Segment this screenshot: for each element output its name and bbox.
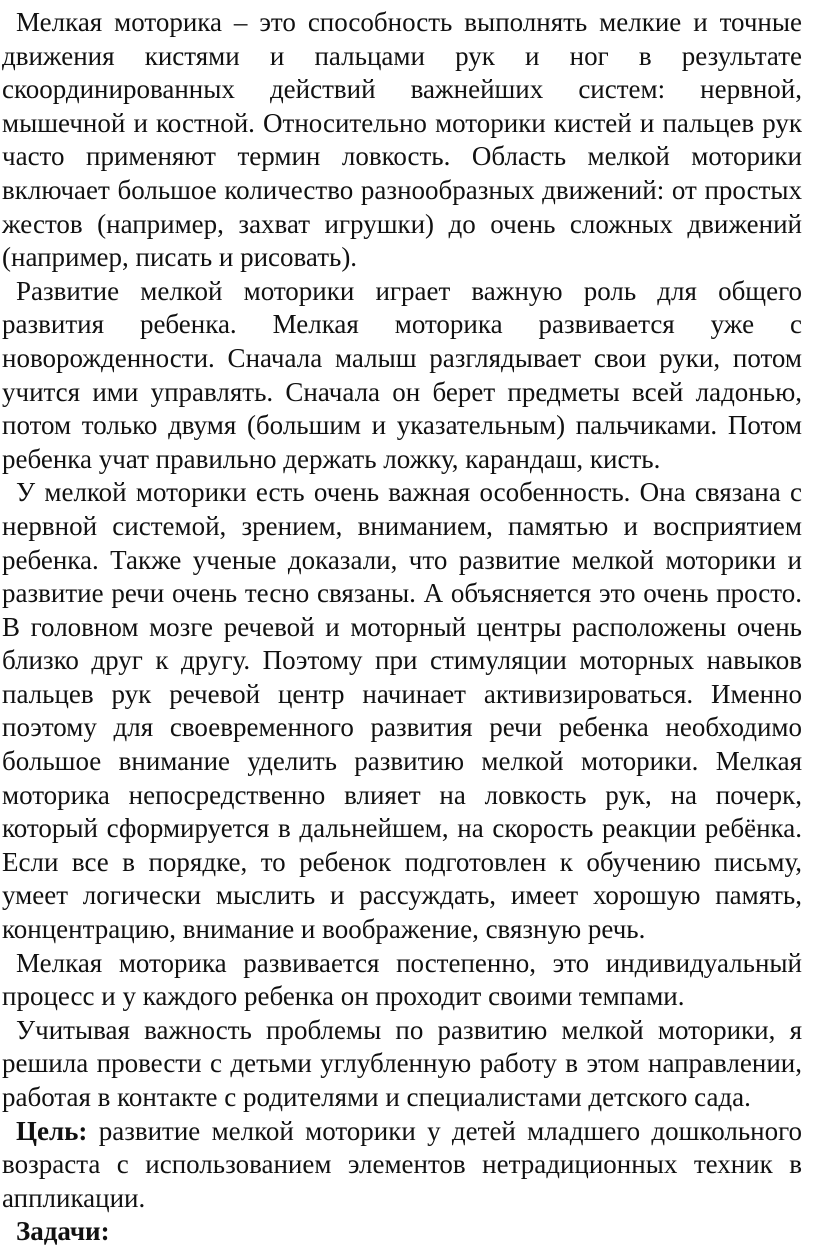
paragraph-motor-development: Развитие мелкой моторики играет важную роль для общего развития ребенка. Мелкая моторика развивается уже с новорожденности. Сначала малыш разглядывает свои руки, потом учится ими управлять. Сначала он берет предметы всей ладонью, потом только двумя (большим и указательным) пальчиками. Потом ребенка учат правильно держать ложку, карандаш, кисть. [2, 275, 802, 474]
tasks-heading: Задачи: [16, 1216, 110, 1247]
paragraph-fine-motor-definition: Мелкая моторика – это способность выполнять мелкие и точные движения кистями и пальцами рук и ног в результате скоординированных действий важнейших систем: нервной, мышечной и костной. Относительно моторики кистей и пальцев рук часто применяют термин ловкость. Область мелкой моторики включает большое количество разнообразных движений: от простых жестов (например, захват игрушки) до очень сложных движений (например, писать и рисовать). [2, 7, 802, 273]
paragraph-gradual-development: Мелкая моторика развивается постепенно, это индивидуальный процесс и у каждого ребенка он проходит своими темпами. [2, 947, 802, 1012]
goal-label: Цель: [16, 1115, 88, 1146]
paragraph-goal [2, 1115, 802, 1216]
paragraph-motor-speech-link: У мелкой моторики есть очень важная особенность. Она связана с нервной системой, зрением, вниманием, памятью и восприятием ребенка. Также ученые доказали, что развитие мелкой моторики и развитие речи очень тесно связаны. А объясняется это очень просто. В головном мозге речевой и моторный центры расположены очень близко друг к другу. Поэтому при стимуляции моторных навыков пальцев рук речевой центр начинает активизироваться. Именно поэтому для своевременного развития речи ребенка необходимо большое внимание уделить развитию мелкой моторики. Мелкая моторика непосредственно влияет на ловкость рук, на почерк, который сформируется в дальнейшем, на скорость реакции ребёнка. Если все в порядке, то ребенок подготовлен к обучению письму, умеет логически мыслить и рассуждать, имеет хорошую память, концентрацию, внимание и воображение, связную речь. [2, 477, 802, 945]
goal-text: развитие мелкой моторики у детей младшего дошкольного возраста с использованием элементов нетрадиционных техник в аппликации. [2, 1115, 802, 1213]
paragraph-author-decision: Учитывая важность проблемы по развитию мелкой моторики, я решила провести с детьми углубленную работу в этом направлении, работая в контакте с родителями и специалистами детского сада. [2, 1014, 802, 1112]
